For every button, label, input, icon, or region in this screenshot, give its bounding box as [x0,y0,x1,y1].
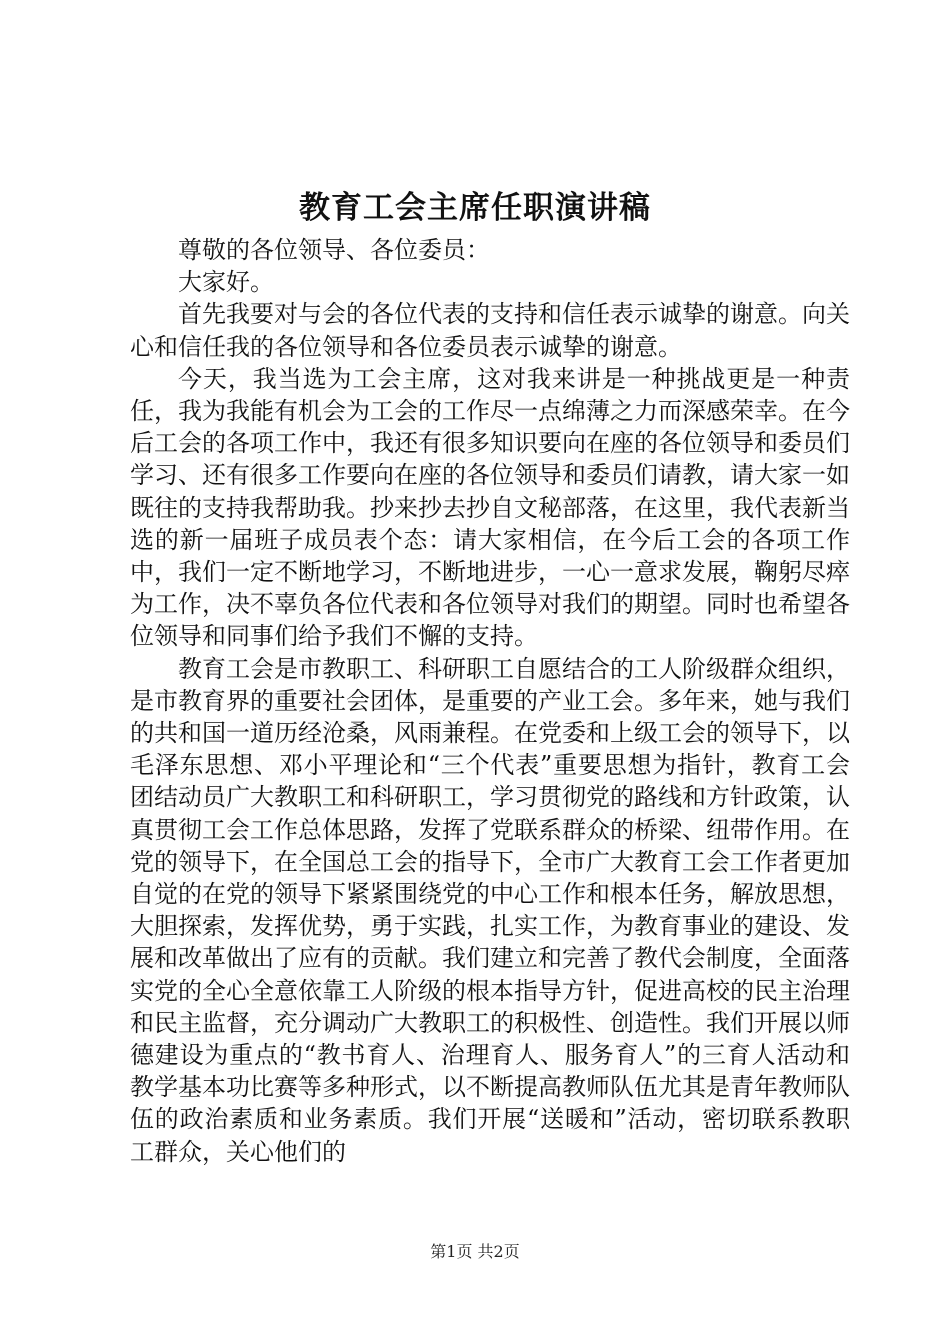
body-paragraph: 今天，我当选为工会主席，这对我来讲是一种挑战更是一种责任，我为我能有机会为工会的工作尽一点绵薄之力而深感荣幸。在今后工会的各项工作中，我还有很多知识要向在座的各位领导和委员们学习、还有很多工作要向在座的各位领导和委员们请教，请大家一如既往的支持我帮助我。抄来抄去抄自文秘部落，在这里，我代表新当选的新一届班子成员表个态：请大家相信，在今后工会的各项工作中，我们一定不断地学习，不断地进步，一心一意求发展，鞠躬尽瘁为工作，决不辜负各位代表和各位领导对我们的期望。同时也希望各位领导和同事们给予我们不懈的支持。 [130,364,850,651]
body-paragraph: 首先我要对与会的各位代表的支持和信任表示诚挚的谢意。向关心和信任我的各位领导和各位委员表示诚挚的谢意。 [130,300,850,361]
page-number-footer: 第1页 共2页 [430,1242,520,1261]
document-body [130,234,850,1168]
greeting-paragraph: 大家好。 [178,268,274,297]
salutation-paragraph: 尊敬的各位领导、各位委员： [178,236,490,264]
body-paragraph: 教育工会是市教职工、科研职工自愿结合的工人阶级群众组织，是市教育界的重要社会团体，是重要的产业工会。多年来，她与我们的共和国一道历经沧桑，风雨兼程。在党委和上级工会的领导下，以毛泽东思想、邓小平理论和“三个代表”重要思想为指针，教育工会团结动员广大教职工和科研职工，学习贯彻党的路线和方针政策，认真贯彻工会工作总体思路，发挥了党联系群众的桥梁、纽带作用。在党的领导下，在全国总工会的指导下，全市广大教育工会工作者更加自觉的在党的领导下紧紧围绕党的中心工作和根本任务，解放思想，大胆探索，发挥优势，勇于实践，扎实工作，为教育事业的建设、发展和改革做出了应有的贡献。我们建立和完善了教代会制度，全面落实党的全心全意依靠工人阶级的根本指导方针，促进高校的民主治理和民主监督，充分调动广大教职工的积极性、创造性。我们开展以师德建设为重点的“教书育人、治理育人、服务育人”的三育人活动和教学基本功比赛等多种形式，以不断提高教师队伍尤其是青年教师队伍的政治素质和业务素质。我们开展“送暖和”活动，密切联系教职工群众，关心他们的 [130,654,850,1166]
document-title: 教育工会主席任职演讲稿 [299,190,651,226]
